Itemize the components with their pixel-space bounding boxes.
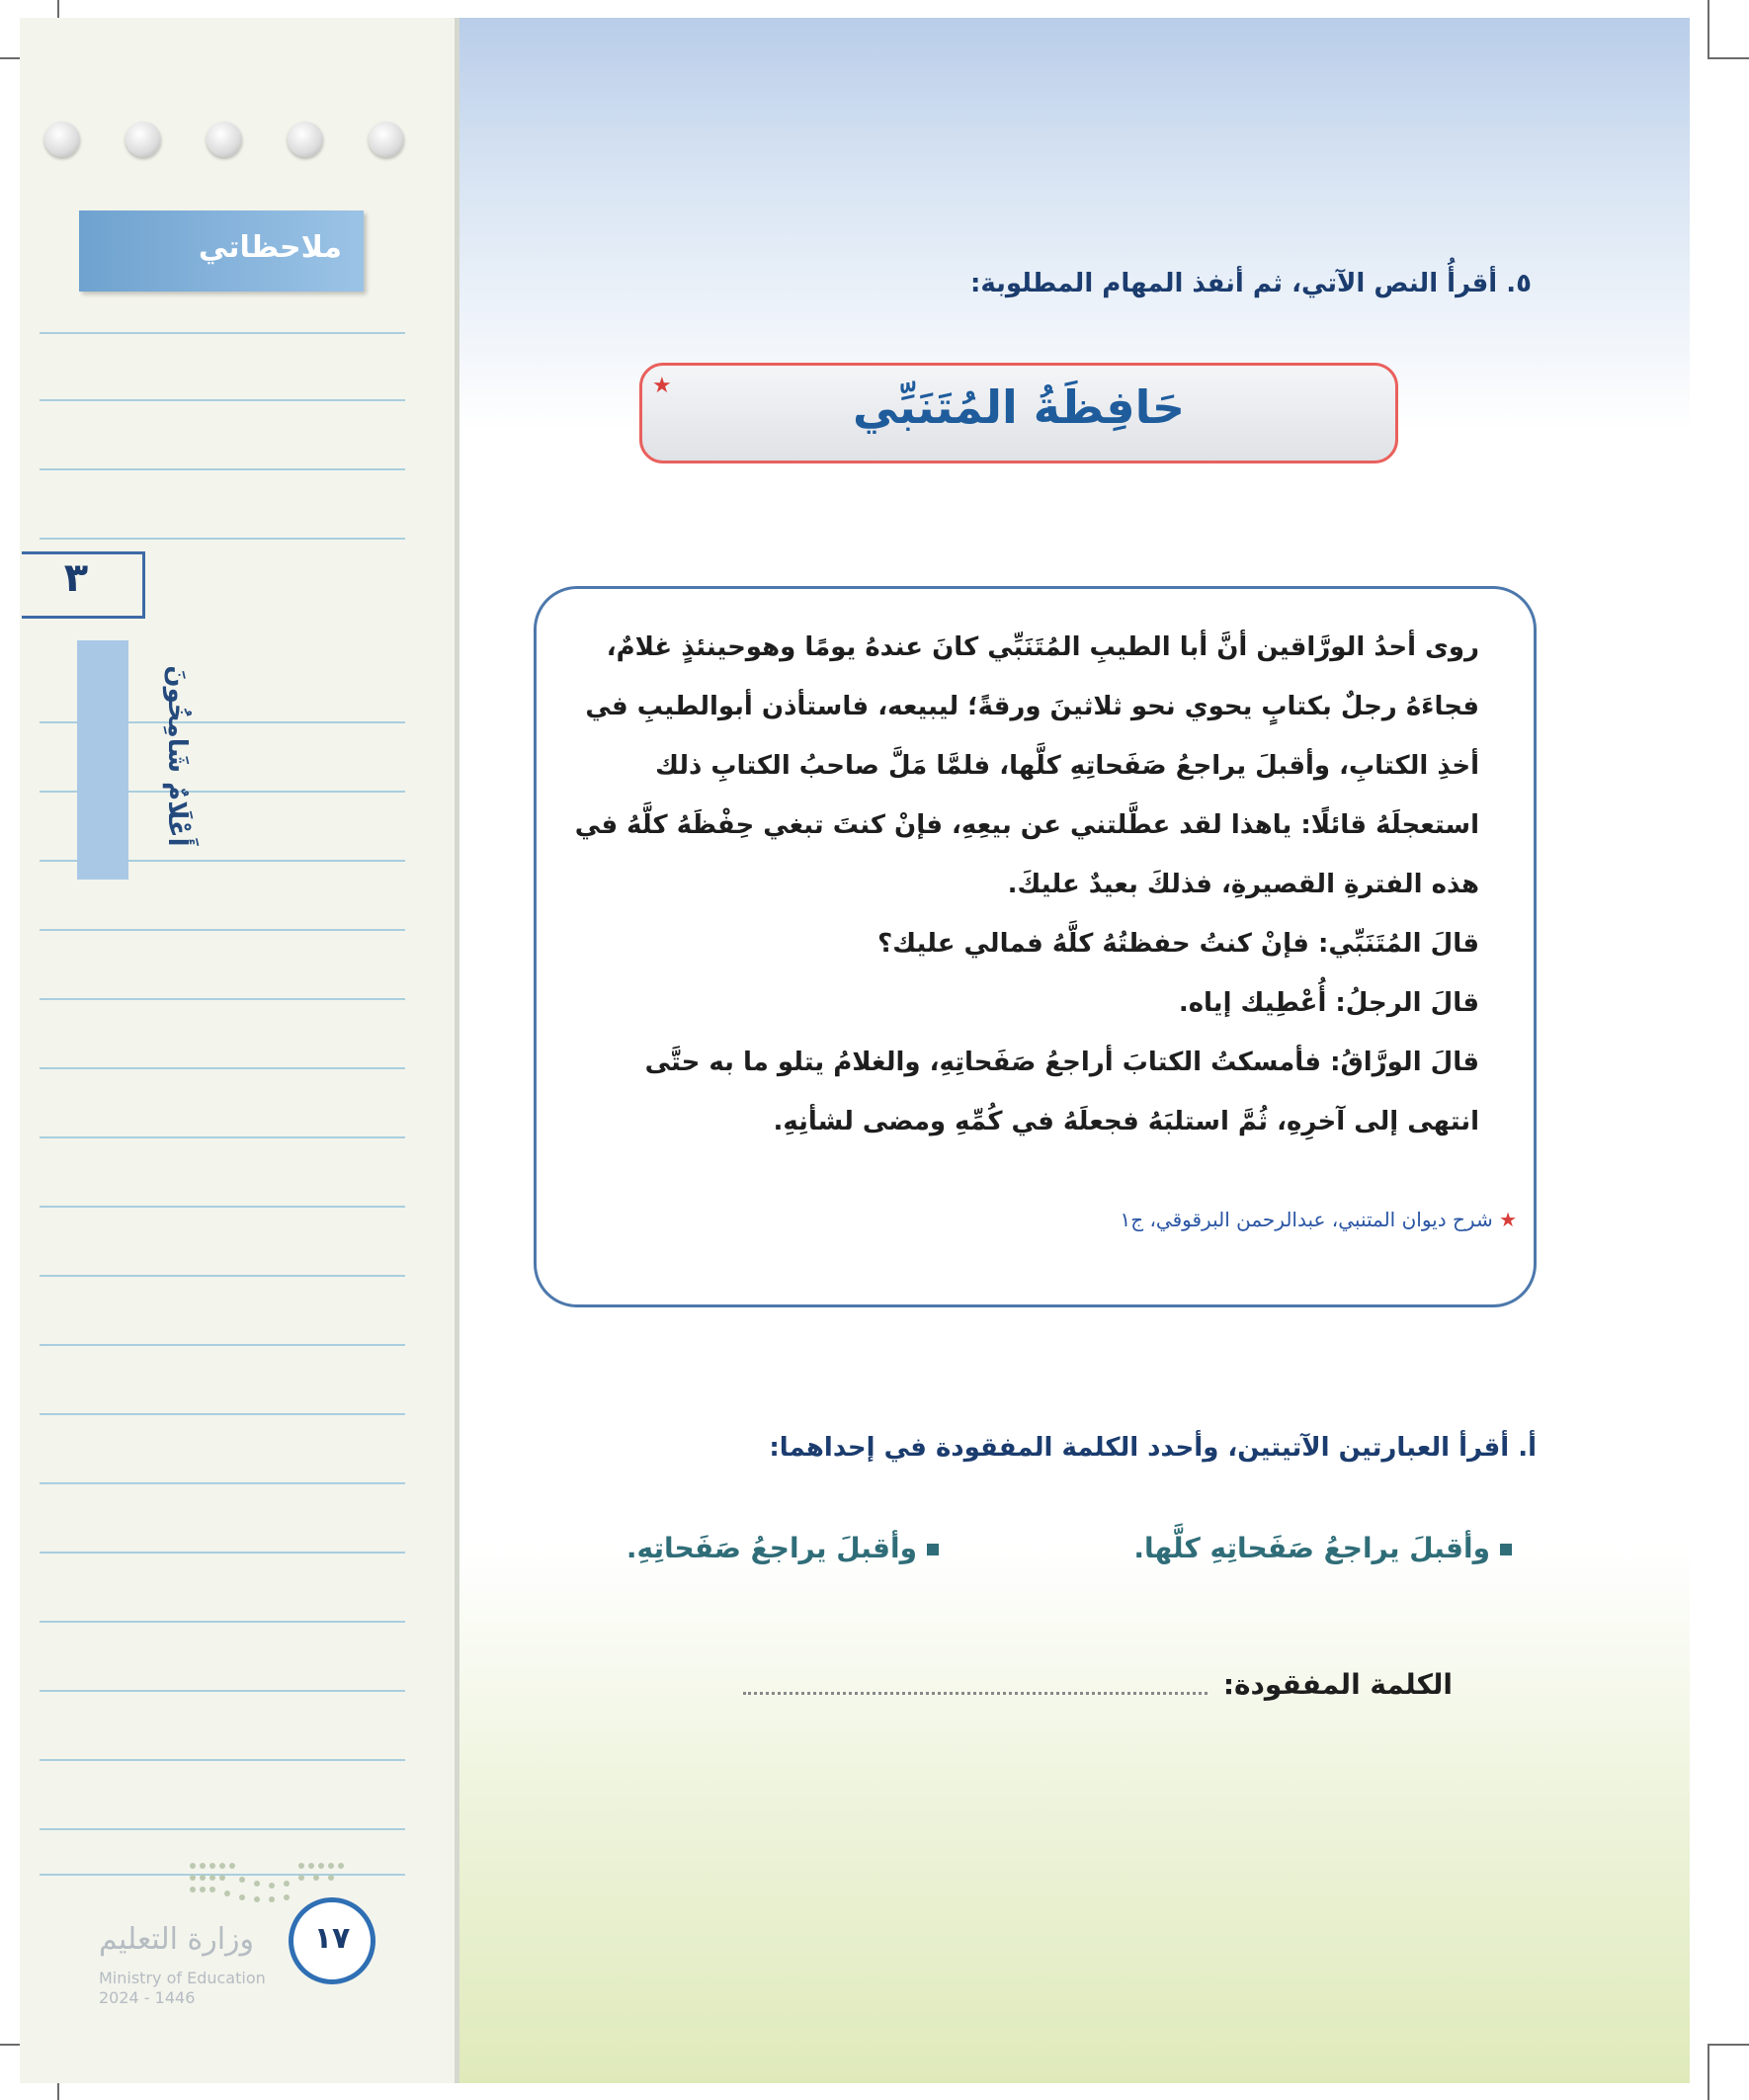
unit-title-tab bbox=[77, 640, 128, 880]
story-paragraph: روى أحدُ الورَّاقين أنَّ أبا الطيبِ المُتَنَبِّي كانَ عندهُ يومًا وهوحينئذٍ غلامٌ، فجاءَهُ رجلٌ بكتابٍ يحوي نحو ثلاثينَ ورقةً؛ ليبيعه، فاستأذن أبوالطيبِ في أخذِ الكتابِ، وأقبلَ يراجعُ صَفَحاتِهِ كلَّها، فلمَّا مَلَّ صاحبُ الكتابِ ذلك استعجلَهُ قائلًا: ياهذا لقد عطَّلتني عن بيعِهِ، فإنْ كنتَ تبغي حِفْظَهُ كلَّهُ في هذه الفترةِ القصيرةِ، فذلكَ بعيدٌ عليكَ. bbox=[574, 632, 1479, 899]
ruled-line bbox=[40, 1344, 405, 1346]
binder-hole bbox=[125, 122, 161, 157]
notes-header-label: ملاحظاتي bbox=[198, 230, 342, 265]
crop-mark bbox=[1709, 57, 1749, 59]
missing-word-answer-line[interactable] bbox=[743, 1692, 1208, 1695]
ruled-line bbox=[40, 1136, 405, 1138]
unit-number: ٣ bbox=[63, 555, 89, 601]
ministry-name-arabic: وزارة التعليم bbox=[99, 1922, 255, 1957]
phrase-2-text: وأقبلَ يراجعُ صَفَحاتِهِ. bbox=[625, 1532, 917, 1564]
ruled-line bbox=[40, 399, 405, 401]
bullet-square-icon bbox=[1500, 1544, 1512, 1555]
phrase-1-text: وأقبلَ يراجعُ صَفَحاتِهِ كلَّها. bbox=[1133, 1532, 1490, 1564]
binder-hole bbox=[369, 122, 404, 157]
story-title: حَافِظَةُ المُتَنَبِّي bbox=[852, 380, 1185, 434]
story-paragraph: قالَ المُتَنَبِّي: فإنْ كنتُ حفظتُهُ كلَّهُ فمالي عليك؟ bbox=[877, 929, 1479, 959]
task-heading: ٥. أقرأُ النص الآتي، ثم أنفذ المهام المطلوبة: bbox=[969, 269, 1532, 298]
phrase-1 bbox=[1133, 1532, 1512, 1564]
ruled-line bbox=[40, 1413, 405, 1415]
crop-mark bbox=[1707, 2044, 1709, 2100]
ruled-line bbox=[40, 1482, 405, 1484]
ruled-line bbox=[40, 1690, 405, 1692]
ruled-line bbox=[40, 468, 405, 470]
binder-hole bbox=[44, 122, 80, 157]
ruled-line bbox=[40, 332, 405, 334]
ruled-line bbox=[40, 538, 405, 540]
ruled-line bbox=[40, 1067, 405, 1069]
binder-hole bbox=[288, 122, 323, 157]
ruled-line bbox=[40, 1206, 405, 1208]
notes-column bbox=[20, 18, 459, 2083]
ruled-line bbox=[40, 1275, 405, 1277]
story-paragraph: قالَ الورَّاقُ: فأمسكتُ الكتابَ أراجعُ صَفَحاتِهِ، والغلامُ يتلو ما به حتَّى انتهى إلى آخرِهِ، ثُمَّ استلبَهُ فجعلَهُ في كُمِّهِ ومضى لشأنِهِ. bbox=[644, 1048, 1479, 1136]
bullet-square-icon bbox=[927, 1544, 939, 1555]
ruled-line bbox=[40, 998, 405, 1000]
ruled-line bbox=[40, 1621, 405, 1623]
question-a-heading: أ. أقرأ العبارتين الآتيتين، وأحدد الكلمة المفقودة في إحداهما: bbox=[769, 1433, 1537, 1463]
unit-title: أَعْلَامٌ شَامِخُونَ bbox=[162, 665, 192, 847]
ruled-line bbox=[40, 929, 405, 931]
page-number: ١٧ bbox=[313, 1921, 351, 1956]
ministry-year: 2024 - 1446 bbox=[99, 1988, 196, 2007]
story-paragraph: قالَ الرجلُ: أُعْطِيك إياه. bbox=[1178, 988, 1479, 1018]
story-source-text: شرح ديوان المتنبي، عبدالرحمن البرقوقي، ج١ bbox=[1120, 1208, 1493, 1231]
ruled-line bbox=[40, 1828, 405, 1830]
binder-hole bbox=[207, 122, 242, 157]
notes-header bbox=[79, 210, 364, 292]
ruled-line bbox=[40, 1759, 405, 1761]
missing-word-label: الكلمة المفقودة: bbox=[1222, 1668, 1453, 1701]
crop-mark bbox=[1709, 2044, 1749, 2046]
crop-mark bbox=[1707, 0, 1709, 59]
story-source bbox=[1120, 1208, 1517, 1231]
phrase-2 bbox=[626, 1532, 939, 1564]
story-text bbox=[568, 618, 1507, 1151]
ruled-line bbox=[40, 1552, 405, 1554]
star-icon: ★ bbox=[652, 374, 672, 398]
ministry-name-english: Ministry of Education bbox=[99, 1969, 266, 1987]
star-icon: ★ bbox=[1499, 1208, 1517, 1231]
